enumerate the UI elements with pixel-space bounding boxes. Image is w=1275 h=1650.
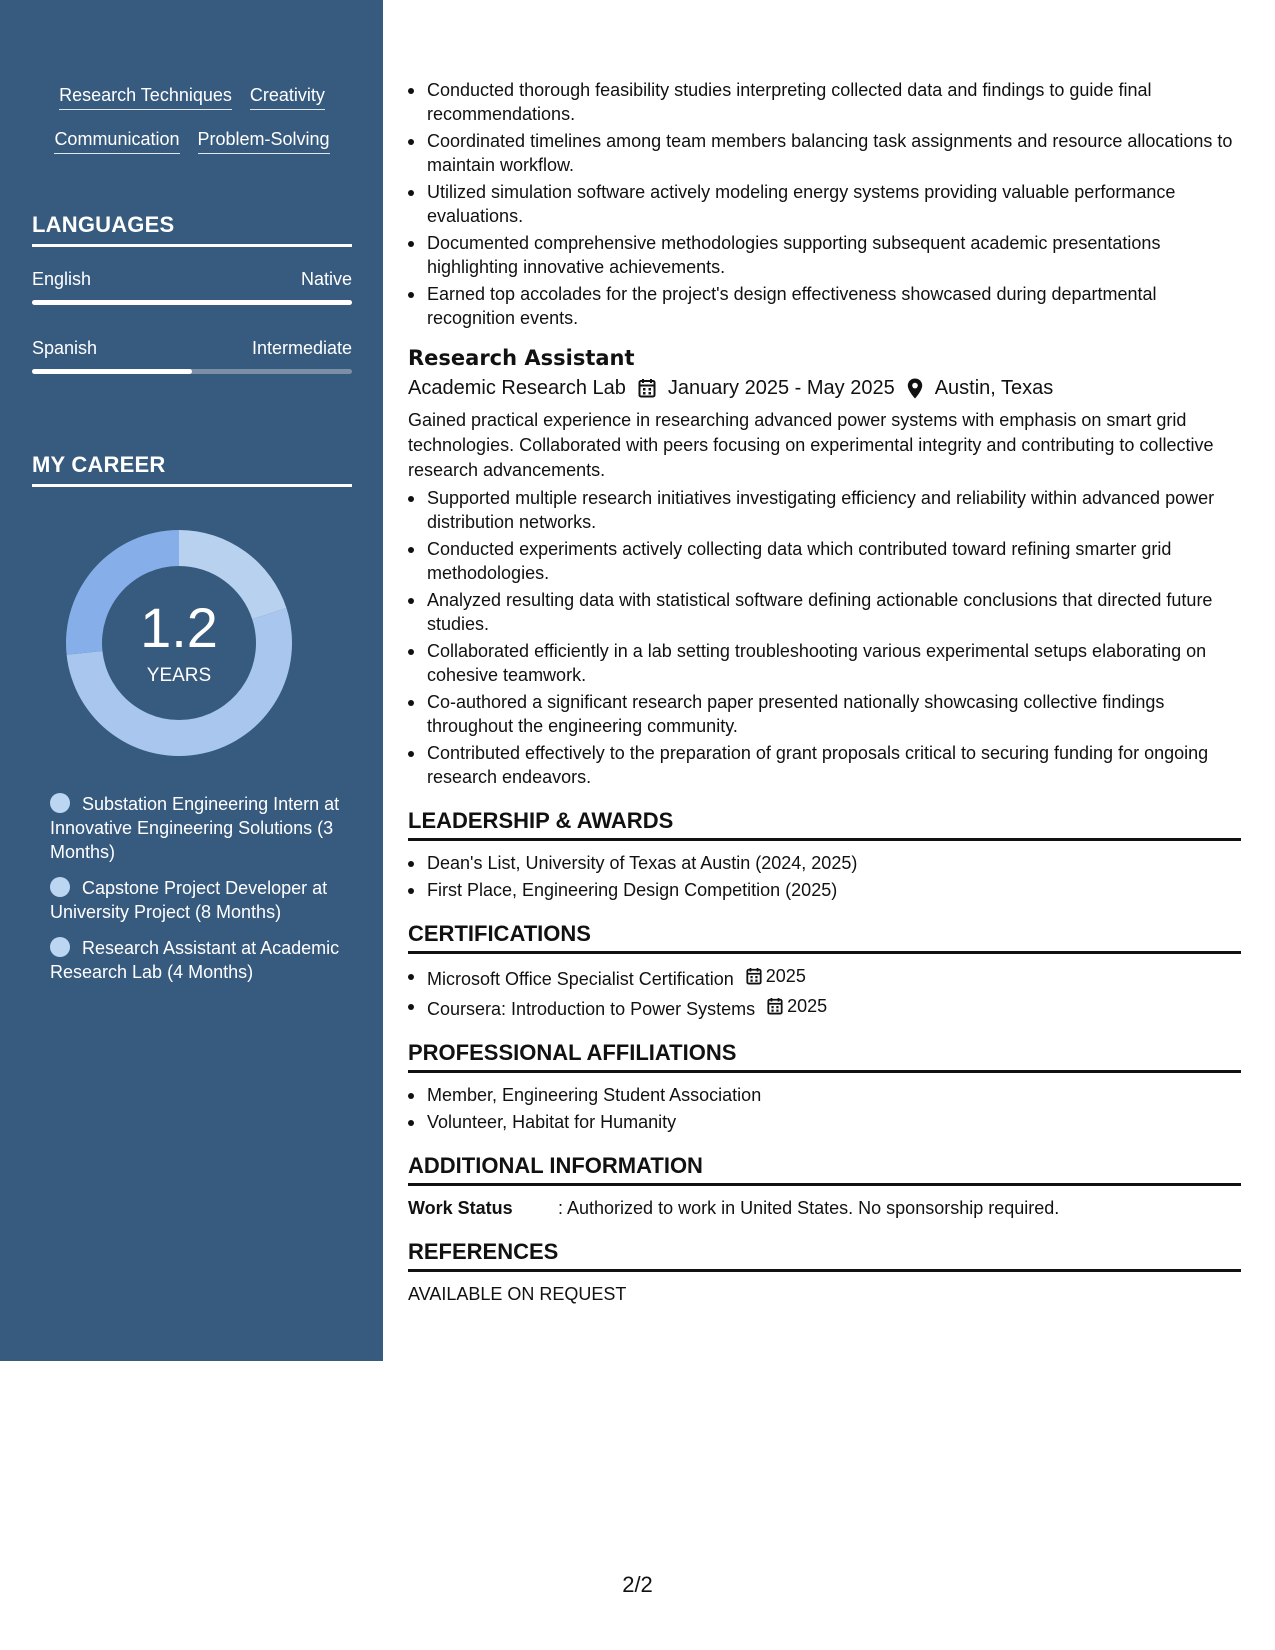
additional-info-heading: ADDITIONAL INFORMATION: [408, 1152, 1241, 1186]
cert-year: [746, 964, 806, 988]
list-item: Conducted thorough feasibility studies interpreting collected data and findings to guide final recommendations.: [408, 78, 1241, 126]
language-bar-fill: [32, 369, 192, 374]
languages-heading: LANGUAGES: [32, 212, 352, 247]
career-item: [50, 936, 340, 984]
job-title: Research Assistant: [408, 346, 635, 370]
language-level: Intermediate: [251, 338, 352, 358]
location-pin-icon: [907, 378, 923, 399]
calendar-icon: [767, 997, 783, 1015]
certifications-heading: CERTIFICATIONS: [408, 920, 1241, 954]
skill-tag: Creativity: [250, 84, 325, 110]
main-content: [408, 78, 1241, 1306]
list-item: Conducted experiments actively collecting data which contributed toward refining smarter grid methodologies.: [408, 537, 1241, 585]
list-item: Volunteer, Habitat for Humanity: [408, 1110, 1241, 1134]
job-bullets: [408, 486, 1241, 789]
cert-year: [767, 994, 827, 1018]
career-total-value: 1.2: [140, 596, 218, 659]
career-dot-icon: [50, 877, 70, 897]
list-item: Dean's List, University of Texas at Austin (2024, 2025): [408, 851, 1241, 875]
career-item: [50, 792, 340, 864]
cert-year-text: 2025: [765, 966, 806, 986]
list-item: [408, 964, 1241, 991]
list-item: Collaborated efficiently in a lab setting troubleshooting various experimental setups elaborating on cohesive teamwork.: [408, 639, 1241, 687]
skills-list: [32, 84, 352, 154]
calendar-icon: [746, 967, 762, 985]
work-status-value: : Authorized to work in United States. No sponsorship required.: [558, 1198, 1060, 1218]
language-name: English: [32, 269, 92, 289]
list-item: First Place, Engineering Design Competition (2025): [408, 878, 1241, 902]
previous-job-bullets: [408, 78, 1241, 330]
list-item: Utilized simulation software actively modeling energy systems providing valuable performance evaluations.: [408, 180, 1241, 228]
job-dates: January 2025 - May 2025: [667, 377, 895, 399]
career-item-text: Substation Engineering Intern at Innovative Engineering Solutions (3 Months): [50, 794, 340, 862]
career-item-text: Capstone Project Developer at University Project (8 Months): [50, 878, 328, 922]
list-item: Documented comprehensive methodologies supporting subsequent academic presentations highlighting innovative achievements.: [408, 231, 1241, 279]
career-heading: MY CAREER: [32, 452, 352, 487]
list-item: Contributed effectively to the preparation of grant proposals critical to securing funding for ongoing research endeavors.: [408, 741, 1241, 789]
certifications-list: [408, 964, 1241, 1021]
sidebar: [0, 0, 383, 1361]
career-total-unit: YEARS: [146, 665, 212, 686]
work-status-row: [408, 1196, 1241, 1220]
work-status-label: Work Status: [408, 1198, 513, 1218]
career-item: [50, 876, 340, 924]
leadership-heading: LEADERSHIP & AWARDS: [408, 807, 1241, 841]
list-item: Member, Engineering Student Association: [408, 1083, 1241, 1107]
references-heading: REFERENCES: [408, 1238, 1241, 1272]
language-bar-english: [32, 300, 352, 305]
career-list: [50, 792, 340, 996]
career-dot-icon: [50, 793, 70, 813]
skill-tag: Communication: [54, 128, 179, 154]
language-level: Native: [300, 269, 352, 289]
language-name: Spanish: [32, 338, 98, 358]
calendar-icon: [638, 378, 656, 398]
language-row-english: [32, 268, 352, 290]
affiliations-heading: PROFESSIONAL AFFILIATIONS: [408, 1039, 1241, 1073]
job-company: Academic Research Lab: [408, 377, 626, 399]
skill-tag: Problem-Solving: [198, 128, 330, 154]
career-item-text: Research Assistant at Academic Research Lab (4 Months): [50, 938, 340, 982]
language-row-spanish: [32, 337, 352, 359]
cert-year-text: 2025: [787, 996, 828, 1016]
list-item: Coordinated timelines among team members balancing task assignments and resource allocations to maintain workflow.: [408, 129, 1241, 177]
leadership-list: [408, 851, 1241, 902]
career-dot-icon: [50, 937, 70, 957]
list-item: Co-authored a significant research paper presented nationally showcasing collective findings throughout the engineering community.: [408, 690, 1241, 738]
list-item: Earned top accolades for the project's design effectiveness showcased during departmental recognition events.: [408, 282, 1241, 330]
list-item: Analyzed resulting data with statistical software defining actionable conclusions that directed future studies.: [408, 588, 1241, 636]
list-item: [408, 994, 1241, 1021]
list-item: Supported multiple research initiatives investigating efficiency and reliability within advanced power distribution networks.: [408, 486, 1241, 534]
language-bar-spanish: [32, 369, 352, 374]
job-description: Gained practical experience in researching advanced power systems with emphasis on smart grid technologies. Collaborated with peers focusing on experimental integrity and contributing to collective research advancements.: [408, 410, 1214, 480]
job-meta: [408, 374, 1241, 402]
job-location: Austin, Texas: [934, 377, 1054, 399]
cert-name: Microsoft Office Specialist Certification: [427, 969, 734, 989]
skill-tag: Research Techniques: [59, 84, 232, 110]
cert-name: Coursera: Introduction to Power Systems: [427, 999, 756, 1019]
page-number: 2/2: [622, 1572, 653, 1597]
references-text: AVAILABLE ON REQUEST: [408, 1284, 627, 1304]
language-bar-fill: [32, 300, 352, 305]
affiliations-list: [408, 1083, 1241, 1134]
